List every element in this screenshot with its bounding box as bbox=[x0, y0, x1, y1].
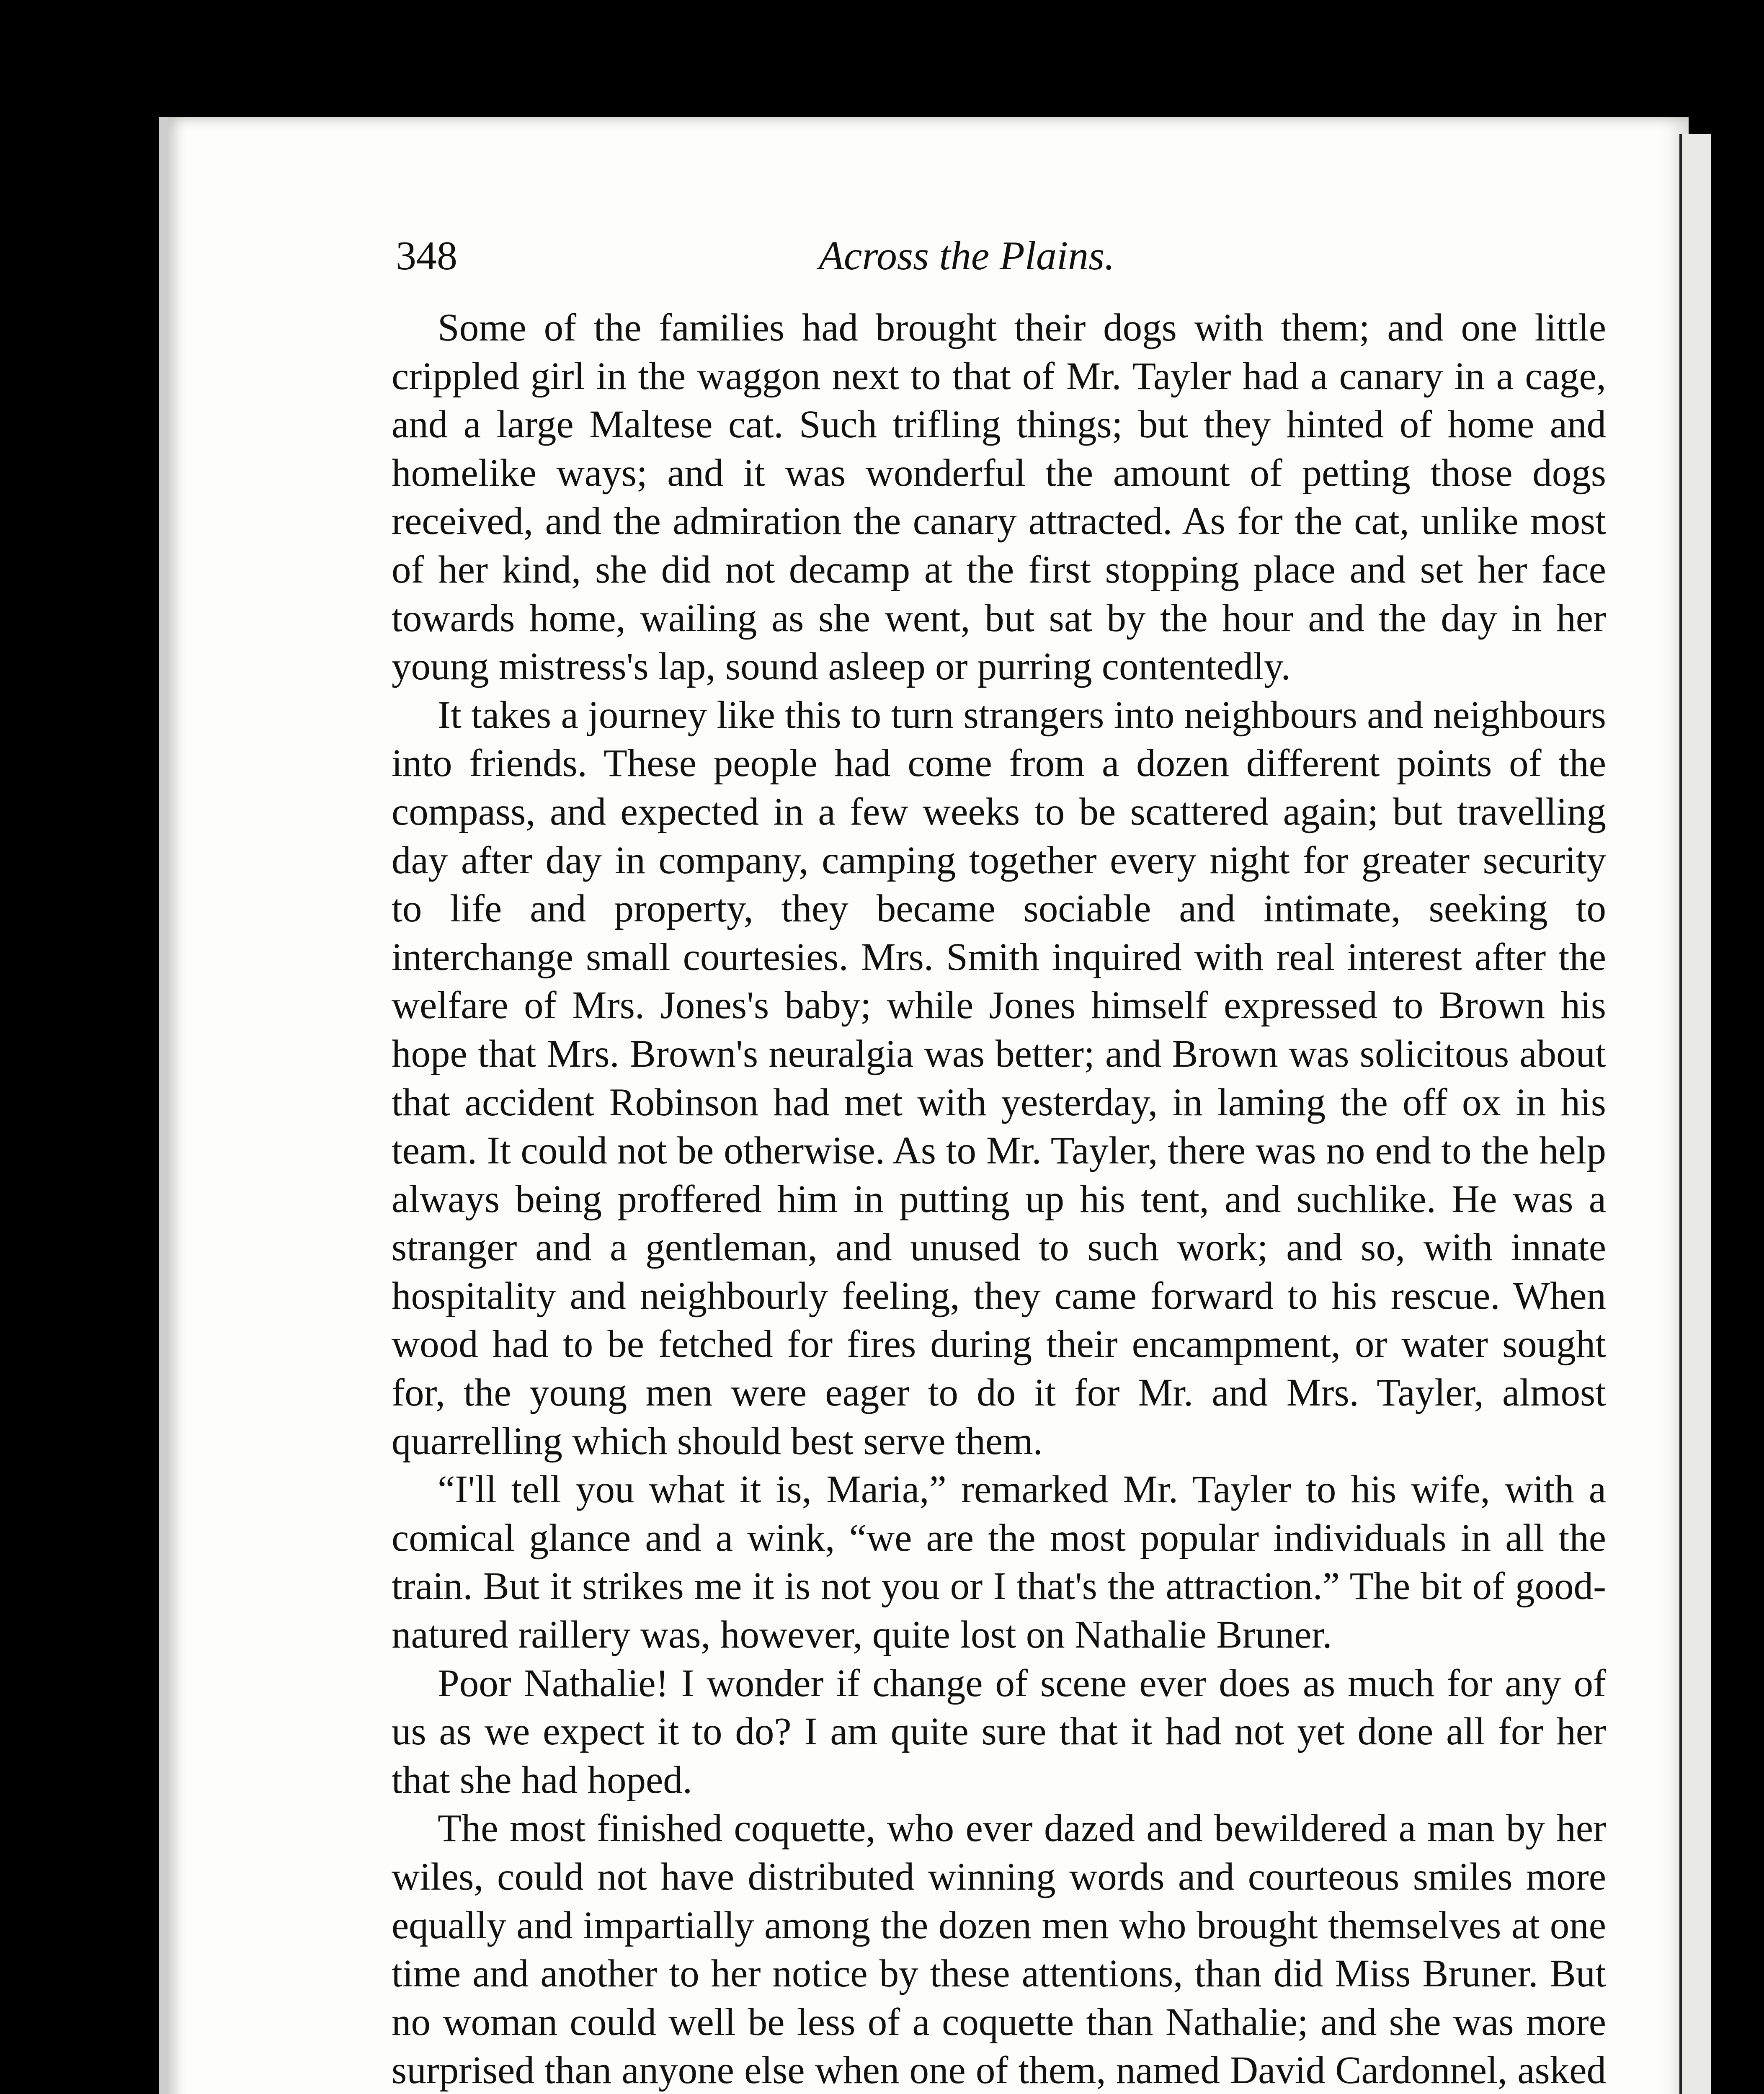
body-text bbox=[392, 304, 1606, 2094]
paragraph-3: “I'll tell you what it is, Maria,” remarked Mr. Tayler to his wife, with a comical glance and a wink, “we are the most popular individuals in all the train. But it strikes me it is not you or I that's the attraction.” The bit of good-natured raillery was, however, quite lost on Nathalie Bruner. bbox=[392, 1468, 1606, 1657]
running-title: Across the Plains. bbox=[819, 233, 1115, 279]
page-number: 348 bbox=[396, 233, 457, 279]
facing-page-edge bbox=[1679, 134, 1711, 2094]
paragraph-1: Some of the families had brought their dogs with them; and one little crippled girl in the waggon next to that of Mr. Tayler had a canary in a cage, and a large Maltese cat. Such trifling things; but they hinted of home and homelike ways; and it was wonderful the amount of petting those dogs received, and the admiration the canary attracted. As for the cat, unlike most of her kind, she did not decamp at the first stopping place and set her face towards home, wailing as she went, but sat by the hour and the day in her young mistress's lap, sound asleep or purring contentedly. bbox=[392, 306, 1606, 689]
running-head bbox=[396, 224, 1183, 287]
paragraph-4: Poor Nathalie! I wonder if change of scene ever does as much for any of us as we expect it to do? I am quite sure that it had not yet done all for her that she had hoped. bbox=[392, 1661, 1606, 1802]
paragraph-5: The most finished coquette, who ever dazed and bewildered a man by her wiles, could not have distributed winning words and courteous smiles more equally and impartially among the dozen men who brought themselves at one time and another to her notice by these attentions, than did Miss Bruner. But no woman could well be less of a coquette than Nathalie; and she was more surprised than anyone else when one of them, named David Cardonnel, asked bbox=[392, 1807, 1606, 2092]
paragraph-2: It takes a journey like this to turn strangers into neighbours and neighbours into friends. These people had come from a dozen different points of the compass, and expected in a few weeks to be scattered again; but travelling day after day in company, camping together every night for greater security to life and property, they became sociable and intimate, seeking to interchange small courtesies. Mrs. Smith inquired with real interest after the welfare of Mrs. Jones's baby; while Jones himself expressed to Brown his hope that Mrs. Brown's neuralgia was better; and Brown was solicitous about that accident Robinson had met with yesterday, in laming the off ox in his team. It could not be otherwise. As to Mr. Tayler, there was no end to the help always being proffered him in putting up his tent, and suchlike. He was a stranger and a gentleman, and unused to such work; and so, with innate hospitality and neighbourly feeling, they came forward to his rescue. When wood had to be fetched for fires during their encampment, or water sought for, the young men were eager to do it for Mr. and Mrs. Tayler, almost quarrelling which should best serve them. bbox=[392, 693, 1606, 1463]
